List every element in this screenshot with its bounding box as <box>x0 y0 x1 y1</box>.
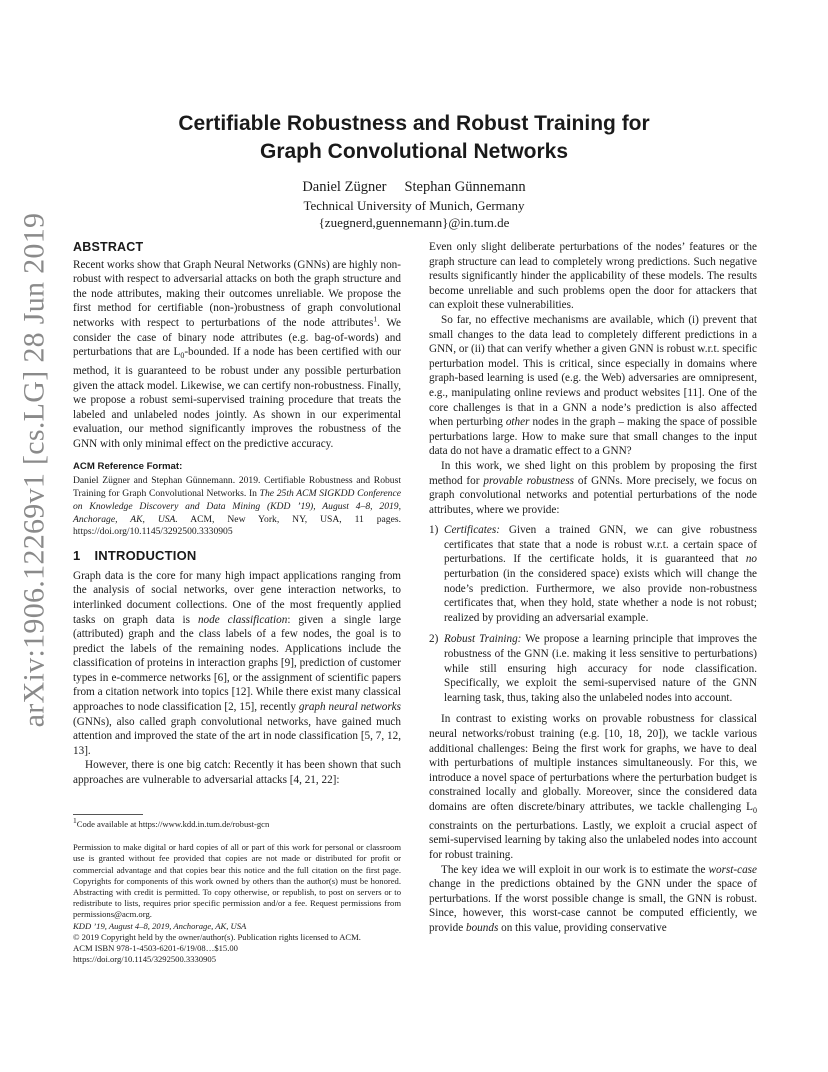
acm-reference-heading: ACM Reference Format: <box>73 460 183 472</box>
list-item: 2) Robust Training: We propose a learning principle that improves the robustness of the GNN (i.e. making it less sensitive to perturbations) while still ensuring high accuracy for node classification. Specifically, we exploit the semi-supervised nature of the GNN learning task, thus, taking also the unlabeled nodes into account. <box>429 633 757 704</box>
footnote: $^1$Code available at https://www.kdd.in.tum.de/robust-gcn <box>73 816 270 829</box>
contributions-list <box>429 523 757 705</box>
title-line-2: Graph Convolutional Networks <box>259 140 569 163</box>
abstract-heading: ABSTRACT <box>73 240 144 254</box>
permission-notice: Permission to make digital or hard copies of all or part of this work for personal or classroom use is granted without fee provided that copies are not made or distributed for profit or commercial advantage and that copies bear this notice and the full citation on the first page. Copyrights for components of this work owned by others than the author(s) must be honored. Abstracting with credit is permitted. To copy otherwise, or republish, to post on servers or to redistribute to lists, requires prior specific permission and/or a fee. Request permissions from permissions@acm.org. <box>73 842 401 920</box>
right-paragraph-4: In contrast to existing works on provable robustness for classical neural networks/robust training (e.g. [10, 18, 20]), we tackle various additional challenges: Being the first work for graphs, we have to deal with perturbations of multiple instances simultaneously. For this, we introduce a novel space of perturbations where the perturbation budget is constrained locally and globally. Moreover, since the considered data domains are often discrete/binary attributes, we tackle challenging $L_0$ constraints on the perturbations. Lastly, we exploit a crucial aspect of semi-supervised learning by taking also the unlabeled nodes into account for robust training. <box>429 713 757 861</box>
section-heading-introduction: 1 INTRODUCTION <box>73 548 197 564</box>
author-name: Stephan Günnemann <box>404 179 526 195</box>
footnote-rule <box>73 814 143 815</box>
left-column <box>73 240 401 788</box>
right-paragraph-2: So far, no effective mechanisms are available, which (i) prevent that small changes to the data lead to completely different predictions in a GNN, or (ii) that can verify whether a given GNN is robust w.r.t. specific perturbation model. This is critical, since especially in domains where graph-based learning is used (e.g. the Web) adversaries are omnipresent, e.g., manipulating online reviews and product websites [11]. One of the core challenges is that in a GNN a node’s prediction is also affected when perturbing other nodes in the graph – making the space of possible perturbations large. How to make sure that small changes to the input data do not have a dramatic effect to a GNN? <box>429 313 757 458</box>
conference-line: KDD ’19, August 4–8, 2019, Anchorage, AK, USA <box>73 920 247 931</box>
copyright-line: © 2019 Copyright held by the owner/author(s). Publication rights licensed to ACM. <box>73 931 361 942</box>
affiliation: Technical University of Munich, Germany <box>303 198 525 213</box>
right-column <box>429 240 757 936</box>
author-name: Daniel Zügner <box>302 179 387 195</box>
acm-reference-text: Daniel Zügner and Stephan Günnemann. 2019. Certifiable Robustness and Robust Training for Graph Convolutional Networks. In The 25th ACM SIGKDD Conference on Knowledge Discovery and Data Mining (KDD ’19), August 4–8, 2019, Anchorage, AK, USA. ACM, New York, NY, USA, 11 pages. https://doi.org/10.1145/3292500.3330905 <box>73 475 401 538</box>
isbn-line: ACM ISBN 978-1-4503-6201-6/19/08…$15.00 <box>73 943 238 954</box>
title-line-1: Certifiable Robustness and Robust Training for <box>178 112 650 135</box>
right-paragraph-3: In this work, we shed light on this problem by proposing the first method for provable robustness of GNNs. More precisely, we focus on graph convolutional networks and potential perturbations of the node attributes, where we provide: <box>429 459 758 516</box>
paper-title <box>74 110 754 166</box>
author-names <box>74 178 754 197</box>
intro-paragraph-2: However, there is one big catch: Recently it has been shown that such approaches are vulnerable to adversarial attacks [4, 21, 22]: <box>73 759 401 787</box>
footnote-area <box>73 814 401 965</box>
list-item: 1) Certificates: Given a trained GNN, we can give robustness certificates that state that a node is robust w.r.t. a certain space of perturbations. If the certificate holds, it is guaranteed that no perturbation (in the considered space) exists which will change the node’s prediction. Furthermore, we also provide non-robustness certificates that, when they hold, state whether a node is not robust; realized by providing an adversarial example. <box>429 524 757 624</box>
right-paragraph-1: Even only slight deliberate perturbations of the nodes’ features or the graph structure can lead to completely wrong predictions. Such negative results significantly hinder the applicability of these models. The results become unreliable and such problems open the door for attackers that can exploit these vulnerabilities. <box>429 241 757 312</box>
arxiv-identifier: arXiv:1906.12269v1 [cs.LG] 28 Jun 2019 <box>17 212 50 728</box>
email: {zuegnerd,guennemann}@in.tum.de <box>318 215 510 230</box>
right-paragraph-5: The key idea we will exploit in our work is to estimate the worst-case change in the predictions obtained by the GNN under the space of perturbations. If the worst possible change is small, the GNN is robust. Since, however, this worst-case cannot be computed efficiently, we provide bounds on this value, providing conservative <box>429 863 757 934</box>
author-block <box>74 178 754 231</box>
doi-line: https://doi.org/10.1145/3292500.3330905 <box>73 954 216 965</box>
abstract-text: Recent works show that Graph Neural Networks (GNNs) are highly non-robust with respect to adversarial attacks on both the graph structure and the node attributes, making their outcomes unreliable. We propose the first method for certifiable (non-)robustness of graph convolutional networks with respect to perturbations of the node attributes$^1$. We consider the case of binary node attributes (e.g. bag-of-words) and perturbations that are $L_0$-bounded. If a node has been certified with our method, it is guaranteed to be robust under any possible perturbation given the attack model. Likewise, we can certify non-robustness. Finally, we propose a robust semi-supervised training procedure that treats the labeled and unlabeled nodes jointly. As shown in our experimental evaluation, our method significantly improves the robustness of the GNN with only minimal effect on the predictive accuracy. <box>73 258 401 450</box>
footnote-marker: 1 <box>373 314 378 324</box>
intro-paragraph-1: Graph data is the core for many high impact applications ranging from the analysis of social networks, over gene interaction networks, to interlinked document collections. One of the most frequently applied tasks on graph data is node classification: given a single large (attributed) graph and the class labels of a few nodes, the goal is to predict the labels of the remaining nodes. Applications include the classification of proteins in interaction graphs [9], prediction of customer types in e-commerce networks [6], or the assignment of scientific papers from a citation network into topics [12]. While there exist many classical approaches to node classification [2, 15], recently graph neural networks (GNNs), also called graph convolutional networks, have gained much attention and improved the state of the art in node classification [5, 7, 12, 13]. <box>73 569 401 757</box>
